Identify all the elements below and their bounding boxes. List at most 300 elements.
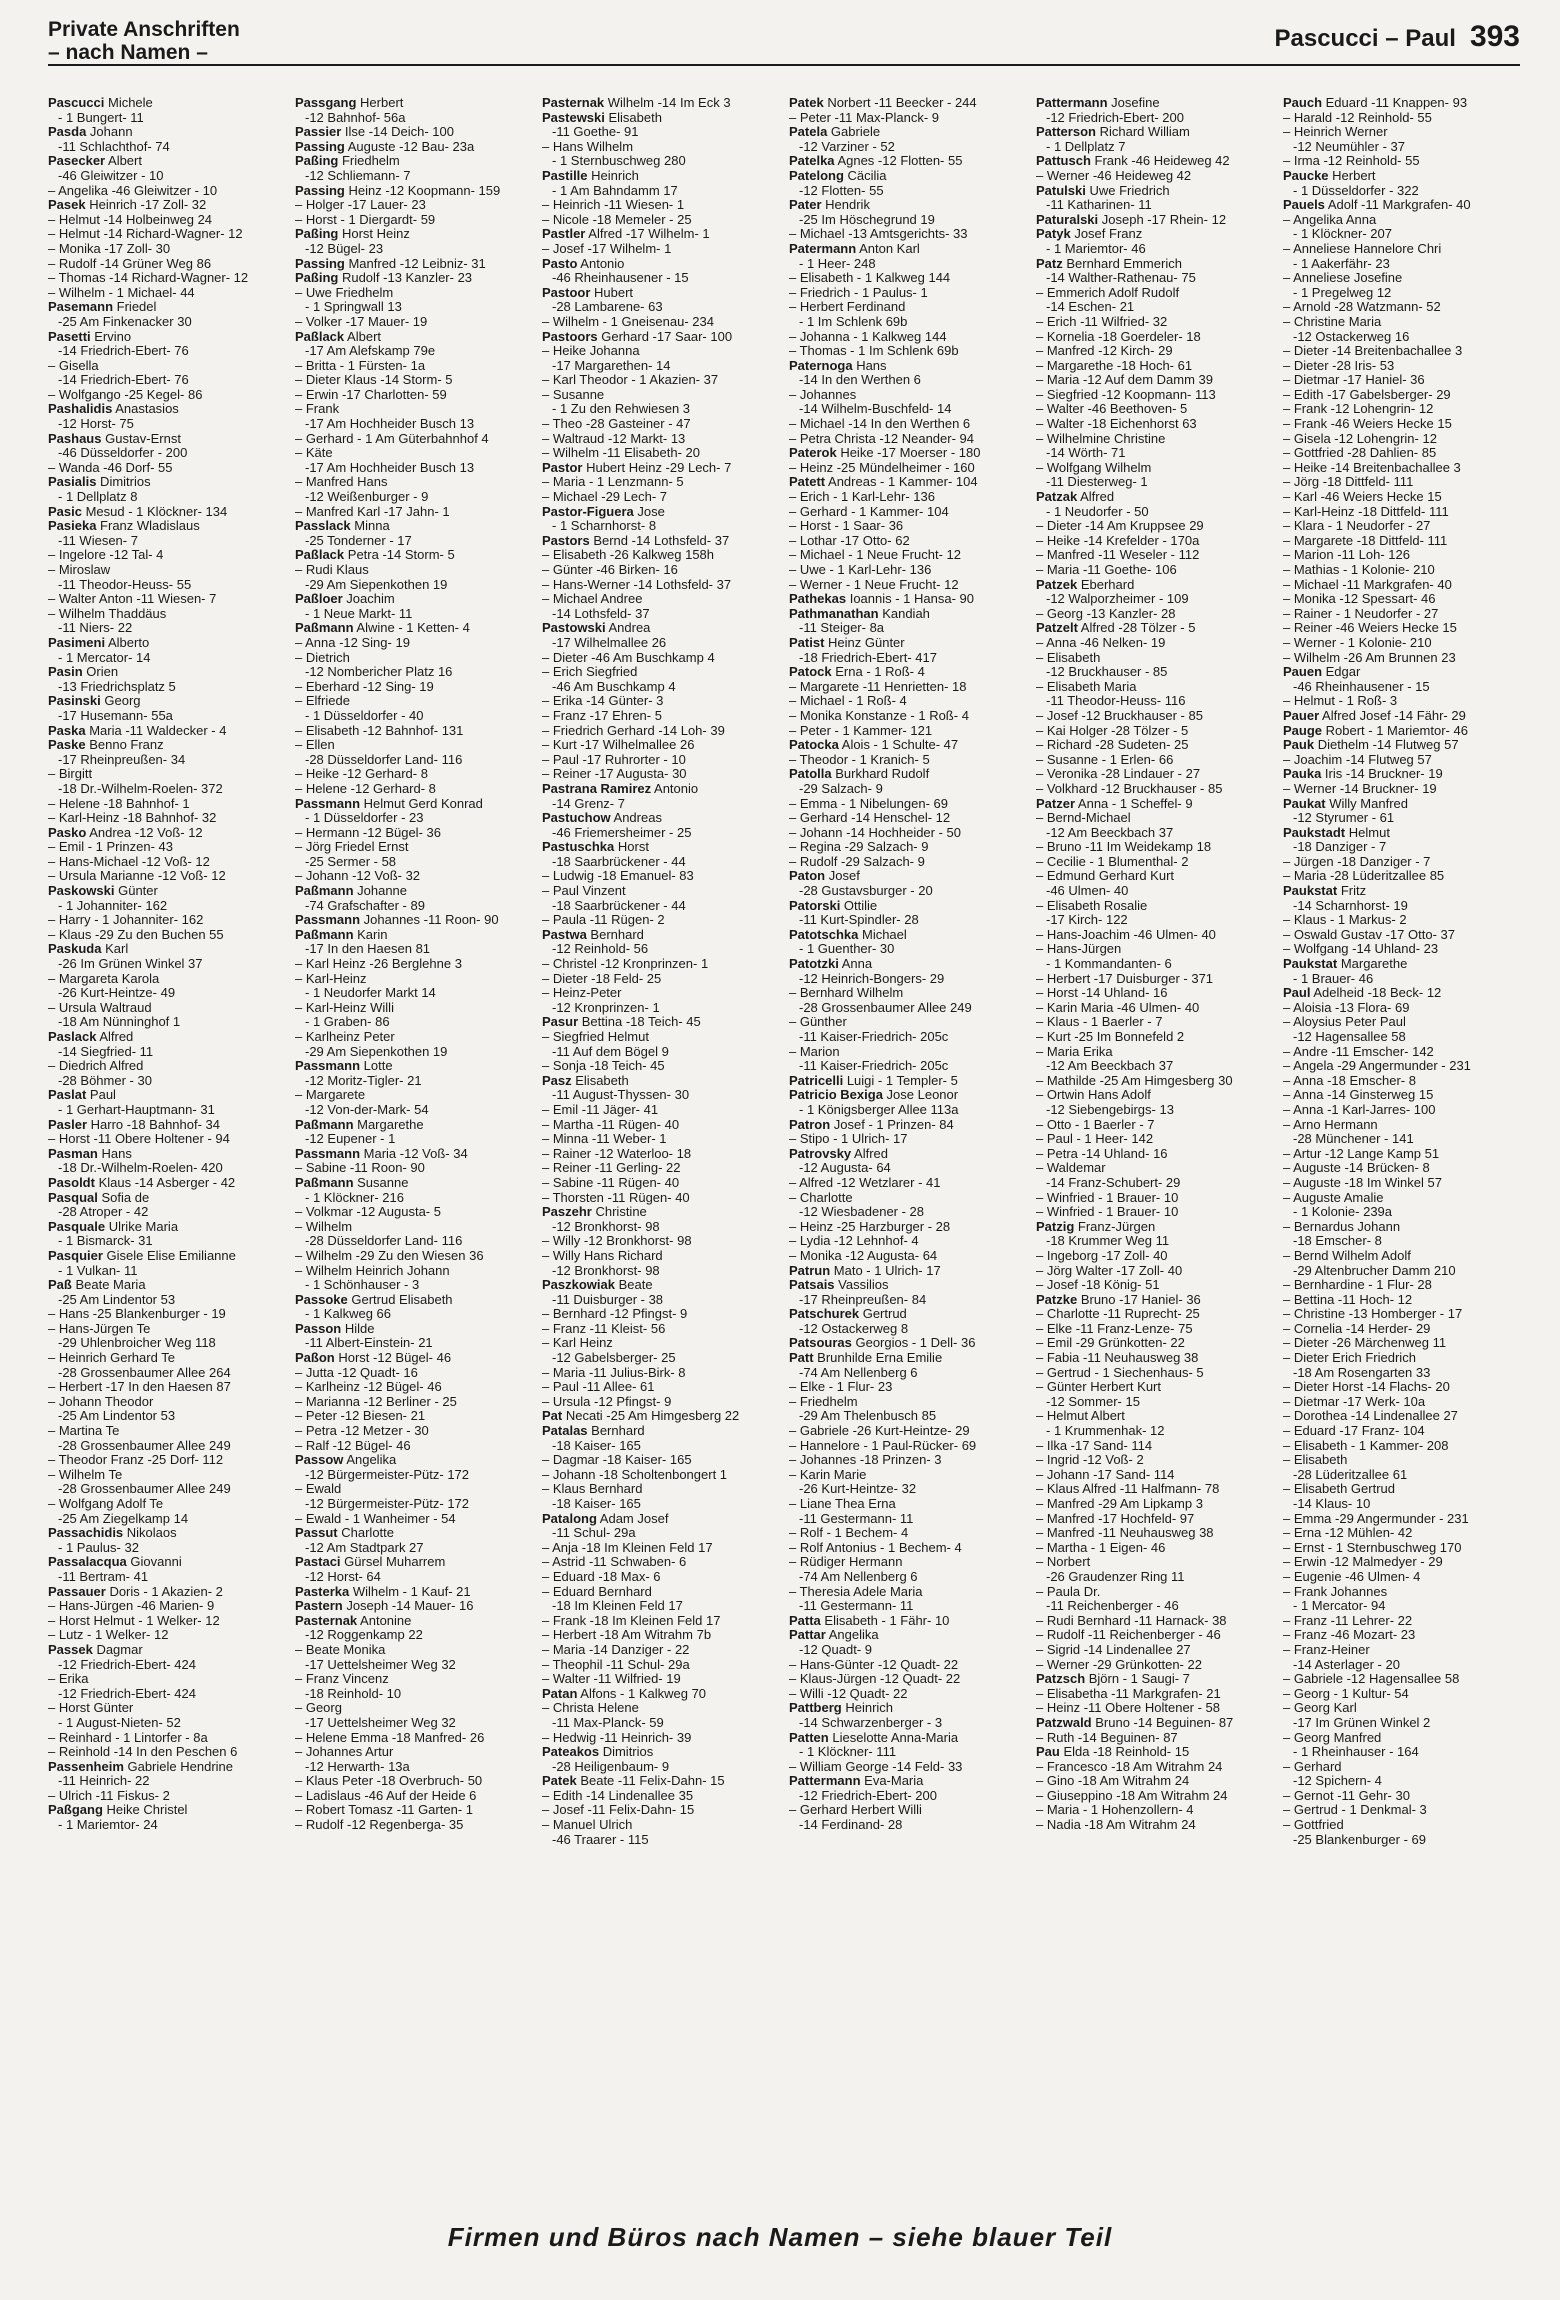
entry-text: – Cecilie - 1 Blumenthal- 2 [1036, 853, 1189, 869]
entry-text: -26 Kurt-Heintze- 32 [799, 1481, 917, 1497]
entry-text: – Klaus - 1 Markus- 2 [1283, 912, 1407, 928]
entry-text: – Reinhold -14 In den Peschen 6 [48, 1744, 238, 1760]
entry-text: – Ortwin Hans Adolf [1036, 1087, 1151, 1103]
directory-entry [1283, 724, 1518, 739]
entry-text: – Jutta -12 Quadt- 16 [295, 1364, 418, 1380]
directory-entry [48, 315, 283, 330]
directory-entry [789, 1030, 1024, 1045]
directory-entry [542, 432, 777, 447]
directory-entry [1283, 1103, 1518, 1118]
directory-entry [295, 1818, 530, 1833]
entry-text: – Arnold -28 Watzmann- 52 [1283, 299, 1441, 315]
directory-entry [1036, 753, 1271, 768]
directory-entry [295, 198, 530, 213]
entry-surname: Paßmann [295, 883, 354, 899]
directory-entry [789, 1526, 1024, 1541]
directory-entry [542, 782, 777, 797]
directory-entry [295, 1585, 530, 1600]
entry-text: – Reinhard - 1 Lintorfer - 8a [48, 1729, 208, 1745]
directory-entry [48, 402, 283, 417]
entry-text: – Michael - 1 Neue Frucht- 12 [789, 547, 961, 563]
directory-entry [1036, 1015, 1271, 1030]
entry-text: – Werner - 1 Kolonie- 210 [1283, 634, 1432, 650]
section-title-line1: Private Anschriften [48, 18, 240, 41]
entry-surname: Patrun [789, 1262, 831, 1278]
directory-entry [295, 1103, 530, 1118]
directory-entry [295, 1555, 530, 1570]
directory-entry [1283, 1395, 1518, 1410]
directory-entry [1283, 96, 1518, 111]
directory-entry [1283, 607, 1518, 622]
entry-text: Gertrud Elisabeth [347, 1291, 453, 1307]
directory-entry [1036, 505, 1271, 520]
entry-text: – Dieter -46 Am Buschkamp 4 [542, 649, 715, 665]
entry-text: -11 Diesterweg- 1 [1046, 474, 1148, 490]
entry-text: Heinrich [587, 167, 639, 183]
directory-entry [48, 709, 283, 724]
entry-text: -12 Horst- 64 [305, 1568, 381, 1584]
directory-entry [789, 855, 1024, 870]
entry-text: – Friedrich - 1 Paulus- 1 [789, 284, 928, 300]
entry-text: Sofia de [97, 1189, 150, 1205]
entry-text: – Franz -46 Mozart- 23 [1283, 1627, 1416, 1643]
directory-entry [295, 213, 530, 228]
directory-entry [295, 563, 530, 578]
directory-entry [1283, 665, 1518, 680]
entry-text: – Herbert -17 In den Haesen 87 [48, 1379, 231, 1395]
entry-surname: Pauen [1283, 664, 1323, 680]
directory-entry [1036, 432, 1271, 447]
directory-entry [542, 1687, 777, 1702]
directory-entry [1283, 519, 1518, 534]
entry-text: -12 Augusta- 64 [799, 1160, 891, 1176]
directory-entry [789, 1745, 1024, 1760]
directory-entry [295, 315, 530, 330]
directory-entry [789, 1409, 1024, 1424]
directory-entry [295, 1220, 530, 1235]
directory-entry [542, 1191, 777, 1206]
entry-text: – Ingeborg -17 Zoll- 40 [1036, 1247, 1168, 1263]
entry-text: -11 Reichenberger - 46 [1046, 1598, 1179, 1614]
entry-surname: Passon [295, 1320, 342, 1336]
entry-text: – Norbert [1036, 1554, 1091, 1570]
entry-text: – Maria -11 Julius-Birk- 8 [542, 1364, 686, 1380]
directory-entry [295, 1628, 530, 1643]
directory-entry [1283, 1701, 1518, 1716]
directory-entry [48, 271, 283, 286]
entry-text: Dimitrios [599, 1744, 654, 1760]
entry-text: – Hans-Joachim -46 Ulmen- 40 [1036, 926, 1216, 942]
directory-entry [1036, 1264, 1271, 1279]
entry-surname: Pasqual [48, 1189, 98, 1205]
entry-text: Hans [852, 357, 887, 373]
entry-text: – Rudi Klaus [295, 562, 369, 577]
entry-text: – Gisella [48, 357, 99, 373]
directory-entry [1283, 125, 1518, 140]
entry-text: – Johannes [789, 386, 857, 402]
directory-entry [295, 1570, 530, 1585]
directory-entry [48, 373, 283, 388]
entry-text: Georgios - 1 Dell- 36 [851, 1335, 976, 1351]
directory-entry [789, 972, 1024, 987]
entry-text: – Dieter -14 Breitenbachallee 3 [1283, 343, 1463, 359]
entry-surname: Patermann [789, 240, 857, 256]
entry-surname: Patta [789, 1612, 821, 1628]
entry-text: Antonio [577, 255, 625, 271]
entry-surname: Paszehr [542, 1204, 592, 1220]
directory-entry [542, 1497, 777, 1512]
entry-text: -11 Theodor-Heuss- 55 [58, 576, 192, 592]
directory-entry [542, 884, 777, 899]
column-2 [295, 96, 530, 2186]
entry-text: – Miroslaw [48, 562, 111, 577]
entry-text: -46 Rheinhausener - 15 [1293, 678, 1430, 694]
entry-text: Gustav-Ernst [101, 430, 181, 446]
directory-entry [789, 607, 1024, 622]
entry-text: -25 Sermer - 58 [305, 853, 397, 869]
entry-surname: Patorski [789, 897, 841, 913]
entry-text: – Susanne [542, 386, 605, 402]
directory-entry [48, 1293, 283, 1308]
entry-surname: Pat [542, 1408, 563, 1424]
entry-text: Rudolf -13 Kanzler- 23 [338, 270, 473, 286]
entry-text: – Elisabeth - 1 Kammer- 208 [1283, 1437, 1449, 1453]
entry-text: – Elisabeth - 1 Kalkweg 144 [789, 270, 951, 286]
directory-entry [1036, 1585, 1271, 1600]
directory-entry [542, 227, 777, 242]
entry-surname: Paßmann [295, 1174, 354, 1190]
directory-entry [542, 1439, 777, 1454]
directory-entry [1283, 782, 1518, 797]
entry-text: -14 Franz-Schubert- 29 [1046, 1174, 1181, 1190]
entry-text: -11 Heinrich- 22 [58, 1773, 150, 1789]
directory-entry [48, 1045, 283, 1060]
entry-surname: Paukat [1283, 795, 1326, 811]
directory-entry [542, 1409, 777, 1424]
entry-text: – Bernd Wilhelm Adolf [1283, 1247, 1411, 1263]
entry-surname: Pastaci [295, 1554, 341, 1570]
entry-text: Minna [350, 518, 390, 534]
directory-entry [1036, 797, 1271, 812]
directory-entry [295, 1716, 530, 1731]
entry-text: – Anna -14 Ginsterweg 15 [1283, 1087, 1434, 1103]
directory-entry [1283, 826, 1518, 841]
directory-entry [1036, 344, 1271, 359]
entry-text: – Horst -14 Uhland- 16 [1036, 985, 1168, 1001]
directory-entry [1283, 432, 1518, 447]
directory-entry [542, 1468, 777, 1483]
entry-text: Alfred -17 Wilhelm- 1 [585, 226, 710, 242]
entry-text: -11 Katharinen- 11 [1046, 197, 1152, 213]
directory-entry [542, 709, 777, 724]
directory-entry [1283, 840, 1518, 855]
directory-entry [542, 767, 777, 782]
entry-text: Gabriele Hendrine [123, 1758, 233, 1774]
directory-entry [1283, 1249, 1518, 1264]
entry-text: -12 Quadt- 9 [799, 1641, 872, 1657]
entry-text: – Herbert -17 Duisburger - 371 [1036, 970, 1214, 986]
directory-entry [789, 1059, 1024, 1074]
entry-text: Benno Franz [85, 737, 164, 753]
entry-text: – Eduard Bernhard [542, 1583, 652, 1599]
entry-text: – Gertrud - 1 Siechenhaus- 5 [1036, 1364, 1204, 1380]
entry-text: -28 Gustavsburger - 20 [799, 883, 933, 899]
entry-text: – Cornelia -14 Herder- 29 [1283, 1320, 1431, 1336]
entry-surname: Pauer [1283, 707, 1320, 723]
directory-entry [789, 826, 1024, 841]
directory-entry [789, 1015, 1024, 1030]
directory-entry [1283, 505, 1518, 520]
entry-text: Agnes -12 Flotten- 55 [834, 153, 963, 169]
entry-text: Jose Leonor [882, 1087, 959, 1103]
entry-text: – Dietmar -17 Werk- 10a [1283, 1393, 1426, 1409]
entry-text: -17 Am Hochheider Busch 13 [305, 416, 475, 432]
directory-entry [542, 1249, 777, 1264]
column-6 [1283, 96, 1518, 2186]
entry-surname: Patocka [789, 737, 839, 753]
entry-text: Norbert -11 Beecker - 244 [823, 96, 977, 110]
entry-text: Albert [344, 328, 382, 344]
entry-text: Jose [633, 503, 665, 519]
entry-text: – Gino -18 Am Witrahm 24 [1036, 1773, 1190, 1789]
entry-text: Herbert [356, 96, 404, 110]
directory-entry [1283, 1424, 1518, 1439]
directory-entry [789, 446, 1024, 461]
directory-entry [1283, 402, 1518, 417]
entry-text: – Lydia -12 Lehnhof- 4 [789, 1233, 919, 1249]
entry-text: Antonine [357, 1612, 412, 1628]
entry-text: -74 Am Nellenberg 6 [799, 1568, 918, 1584]
entry-surname: Patricelli [789, 1072, 844, 1088]
directory-entry [48, 140, 283, 155]
entry-surname: Patz [1036, 255, 1063, 271]
directory-entry [48, 680, 283, 695]
directory-entry [542, 154, 777, 169]
entry-text: -12 Heinrich-Bongers- 29 [799, 970, 945, 986]
directory-entry [1283, 928, 1518, 943]
directory-entry [48, 1526, 283, 1541]
entry-surname: Pasek [48, 197, 86, 213]
entry-text: – Horst - 1 Saar- 36 [789, 518, 904, 534]
entry-text: -11 August-Thyssen- 30 [552, 1087, 690, 1103]
entry-text: – Horst Günter [48, 1700, 134, 1716]
directory-entry [542, 1833, 777, 1848]
entry-text: – Wanda -46 Dorf- 55 [48, 459, 173, 475]
directory-entry [48, 1395, 283, 1410]
directory-entry [789, 738, 1024, 753]
entry-surname: Pasler [48, 1116, 88, 1132]
entry-text: Nikolaos [123, 1525, 177, 1541]
directory-entry [295, 111, 530, 126]
entry-text: – Jörg -18 Dittfeld- 111 [1283, 474, 1414, 490]
entry-surname: Patricio Bexiga [789, 1087, 883, 1103]
entry-text: – Manuel Ulrich [542, 1817, 633, 1833]
entry-text: – Arno Hermann [1283, 1116, 1378, 1132]
directory-entry [542, 1147, 777, 1162]
directory-entry [48, 227, 283, 242]
entry-text: Vassilios [834, 1277, 889, 1293]
directory-entry [1036, 1147, 1271, 1162]
directory-entry [48, 1555, 283, 1570]
directory-entry [789, 1351, 1024, 1366]
entry-text: – Liane Thea Erna [789, 1496, 896, 1511]
directory-entry [789, 928, 1024, 943]
entry-surname: Pauels [1283, 197, 1325, 213]
entry-text: -46 Friemersheimer - 25 [552, 824, 692, 840]
entry-text: Helmut Gerd Konrad [360, 795, 483, 811]
directory-entry [542, 869, 777, 884]
entry-text: Andrea [605, 620, 651, 636]
entry-text: – Anna -12 Sing- 19 [295, 634, 410, 650]
directory-entry [1036, 475, 1271, 490]
directory-entry [1283, 884, 1518, 899]
entry-text: -12 Roggenkamp 22 [305, 1627, 423, 1643]
entry-text: -12 Am Beeckbach 37 [1046, 824, 1174, 840]
directory-entry [48, 1001, 283, 1016]
directory-entry [295, 1176, 530, 1191]
entry-text: Petra -14 Storm- 5 [344, 547, 455, 563]
directory-entry [48, 1716, 283, 1731]
directory-entry [295, 578, 530, 593]
entry-text: -28 Lüderitzallee 61 [1293, 1466, 1408, 1482]
directory-entry [48, 300, 283, 315]
directory-entry [542, 1818, 777, 1833]
entry-text: Margarethe [1337, 956, 1408, 972]
entry-text: – Wilhelmine Christine [1036, 430, 1166, 446]
directory-entry [789, 1088, 1024, 1103]
directory-entry [789, 621, 1024, 636]
entry-surname: Pau [1036, 1744, 1060, 1760]
entry-text: – Monika -17 Zoll- 30 [48, 240, 171, 256]
directory-entry [295, 797, 530, 812]
entry-text: Doris - 1 Akazien- 2 [105, 1583, 223, 1599]
directory-entry [295, 534, 530, 549]
directory-entry [542, 1278, 777, 1293]
directory-entry [789, 1322, 1024, 1337]
directory-entry [789, 1176, 1024, 1191]
directory-entry [789, 1424, 1024, 1439]
entry-surname: Pastern [295, 1598, 343, 1614]
entry-text: -14 Grenz- 7 [552, 795, 625, 811]
directory-entry [789, 1045, 1024, 1060]
entry-surname: Pasemann [48, 299, 114, 315]
directory-entry [48, 1118, 283, 1133]
entry-text: -29 Uhlenbroicher Weg 118 [58, 1335, 216, 1351]
entry-text: – Margareta Karola [48, 970, 160, 986]
entry-text: -12 Spichern- 4 [1293, 1773, 1382, 1789]
entry-text: -14 Eschen- 21 [1046, 299, 1135, 315]
entry-text: -26 Graudenzer Ring 11 [1046, 1568, 1185, 1584]
directory-entry [1283, 344, 1518, 359]
directory-entry [542, 1366, 777, 1381]
entry-text: – Dieter -14 Am Kruppsee 29 [1036, 518, 1204, 534]
entry-text: – Heinrich Werner [1283, 124, 1388, 140]
entry-text: – Michael -14 In den Werthen 6 [789, 416, 971, 432]
directory-entry [1283, 1059, 1518, 1074]
directory-entry [1036, 709, 1271, 724]
entry-text: -18 Krummer Weg 11 [1046, 1233, 1170, 1249]
directory-entry [789, 899, 1024, 914]
directory-entry [542, 461, 777, 476]
directory-entry [1283, 986, 1518, 1001]
entry-text: -17 In den Haesen 81 [305, 941, 431, 957]
directory-entry [542, 855, 777, 870]
entry-surname: Pasoldt [48, 1174, 95, 1190]
entry-text: Anna - 1 Scheffel- 9 [1075, 795, 1193, 811]
directory-entry [789, 724, 1024, 739]
directory-entry [295, 1803, 530, 1818]
directory-entry [48, 869, 283, 884]
directory-entry [1283, 198, 1518, 213]
entry-text: – Jörg Friedel Ernst [295, 839, 409, 855]
entry-text: -17 Margarethen- 14 [552, 357, 671, 373]
entry-text: – Rudolf -29 Salzach- 9 [789, 853, 925, 869]
directory-entry [1283, 169, 1518, 184]
directory-entry [1036, 1074, 1271, 1089]
entry-text: Maria -11 Waldecker - 4 [85, 722, 227, 738]
entry-text: - 1 Sternbuschweg 280 [552, 153, 686, 169]
directory-entry [1036, 1628, 1271, 1643]
entry-text: – Elke - 1 Flur- 23 [789, 1379, 893, 1395]
directory-entry [295, 446, 530, 461]
directory-entry [295, 1264, 530, 1279]
entry-text: Bernd -14 Lothsfeld- 37 [589, 532, 730, 548]
entry-surname: Pastrana Ramirez [542, 780, 652, 796]
entry-text: – Günter Herbert Kurt [1036, 1379, 1161, 1395]
directory-entry [48, 578, 283, 593]
directory-entry [1036, 1336, 1271, 1351]
entry-surname: Passoke [295, 1291, 348, 1307]
directory-entry [48, 651, 283, 666]
entry-surname: Patrovsky [789, 1145, 852, 1161]
entry-text: – Käte [295, 445, 333, 461]
entry-text: – Michael -29 Lech- 7 [542, 489, 668, 505]
directory-entry [789, 592, 1024, 607]
directory-entry [542, 1045, 777, 1060]
directory-entry [1036, 899, 1271, 914]
entry-text: -46 Am Buschkamp 4 [552, 678, 676, 694]
directory-entry [1036, 767, 1271, 782]
directory-entry [1036, 1030, 1271, 1045]
entry-text: Gerhard -17 Saar- 100 [597, 328, 733, 344]
entry-text: - 1 Aakerfähr- 23 [1293, 255, 1390, 271]
directory-entry [48, 972, 283, 987]
entry-text: – Petra Christa -12 Neander- 94 [789, 430, 974, 446]
entry-text: – Lutz - 1 Welker- 12 [48, 1627, 169, 1643]
directory-entry [1036, 286, 1271, 301]
entry-text: – Kornelia -18 Goerdeler- 18 [1036, 328, 1201, 344]
entry-text: – Rainer - 1 Neudorfer - 27 [1283, 605, 1439, 621]
directory-entry [295, 271, 530, 286]
entry-text: -25 Tonderner - 17 [305, 532, 412, 548]
directory-entry [789, 1161, 1024, 1176]
entry-text: Paul [86, 1087, 116, 1103]
entry-surname: Passing [295, 182, 345, 198]
directory-entry [1283, 972, 1518, 987]
directory-entry [295, 826, 530, 841]
directory-entry [1036, 242, 1271, 257]
directory-entry [789, 1205, 1024, 1220]
directory-entry [1036, 1760, 1271, 1775]
entry-text: Johannes -11 Roon- 90 [360, 912, 499, 928]
entry-text: – Karl-Heinz [295, 970, 367, 986]
entry-text: – Wolfgango -25 Kegel- 86 [48, 386, 203, 402]
entry-text: - 1 Im Schlenk 69b [799, 313, 908, 329]
directory-entry [295, 1015, 530, 1030]
directory-entry [1036, 1482, 1271, 1497]
directory-entry [1036, 1366, 1271, 1381]
directory-entry [1283, 899, 1518, 914]
